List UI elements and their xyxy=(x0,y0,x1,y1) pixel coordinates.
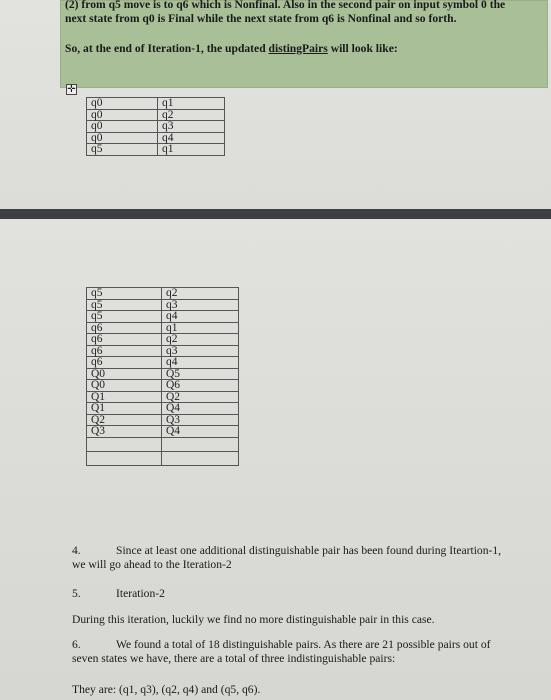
table-cell: q2 xyxy=(158,109,225,121)
disting-pairs-table-2 xyxy=(86,287,239,466)
table-cell: q5 xyxy=(87,288,162,300)
page-divider xyxy=(0,209,551,219)
table-cell: q0 xyxy=(87,109,158,121)
table-cell: q5 xyxy=(87,311,162,323)
table-cell-empty xyxy=(87,451,162,465)
table-cell: q1 xyxy=(162,322,239,334)
table-cell: q5 xyxy=(87,299,162,311)
table-row xyxy=(87,357,239,369)
passage-line-3: So, at the end of Iteration-1, the updated distingPairs will look like: xyxy=(65,42,398,55)
passage-line-2: next state from q0 is Final while the next state from q6 is Nonfinal and so forth. xyxy=(65,12,457,25)
table-cell: q1 xyxy=(158,144,225,156)
table-row xyxy=(87,132,225,144)
table-cell-empty xyxy=(162,451,239,465)
paragraph-6-line-2: seven states we have, there are a total of three indistinguishable pairs: xyxy=(72,652,396,665)
table-cell: q3 xyxy=(162,299,239,311)
table-cell: Q2 xyxy=(162,391,239,403)
move-handle-icon[interactable]: ✛ xyxy=(67,84,76,95)
table-cell: q0 xyxy=(87,132,158,144)
table-cell: q4 xyxy=(162,357,239,369)
table-row xyxy=(87,311,239,323)
passage-line-1: (2) from q5 move is to q6 which is Nonfinal. Also in the second pair on input symbol 0 the xyxy=(65,0,506,11)
table-cell: q2 xyxy=(162,334,239,346)
table-row xyxy=(87,426,239,438)
table-row-empty xyxy=(87,451,239,465)
table-row xyxy=(87,391,239,403)
table-cell: q0 xyxy=(87,121,158,133)
paragraph-6-line-1: 6. We found a total of 18 distinguishable pairs. As there are 21 possible pairs out of xyxy=(72,638,491,651)
highlighted-passage xyxy=(60,0,548,88)
table-row xyxy=(87,144,225,156)
table-cell: Q4 xyxy=(162,426,239,438)
table-cell: Q0 xyxy=(87,368,162,380)
table-cell: q4 xyxy=(162,311,239,323)
paragraph-4-line-2: we will go ahead to the Iteration-2 xyxy=(72,558,232,571)
table-cell: Q3 xyxy=(87,426,162,438)
table-cell: Q5 xyxy=(162,368,239,380)
table-cell: q6 xyxy=(87,322,162,334)
table-cell: Q4 xyxy=(162,403,239,415)
paragraph-4-line-1: 4. Since at least one additional distinguishable pair has been found during Iteartion-1, xyxy=(72,544,502,557)
table-cell: Q0 xyxy=(87,380,162,392)
table-row xyxy=(87,322,239,334)
table-cell: q5 xyxy=(87,144,158,156)
table-cell-empty xyxy=(162,437,239,451)
table-row xyxy=(87,414,239,426)
table-row xyxy=(87,380,239,392)
table-row xyxy=(87,345,239,357)
disting-pairs-table-1 xyxy=(86,97,225,156)
table-cell: q2 xyxy=(162,288,239,300)
table-cell: q3 xyxy=(162,345,239,357)
page-top xyxy=(0,0,551,210)
table-row xyxy=(87,288,239,300)
table-cell: Q2 xyxy=(87,414,162,426)
table-cell: Q1 xyxy=(87,403,162,415)
table-cell-empty xyxy=(87,437,162,451)
table-cell: q4 xyxy=(158,132,225,144)
indistinguishable-pairs-text: They are: (q1, q3), (q2, q4) and (q5, q6). xyxy=(72,683,261,696)
table-cell: q1 xyxy=(158,98,225,110)
paragraph-5: 5. Iteration-2 xyxy=(72,587,165,600)
table-cell: q6 xyxy=(87,345,162,357)
table-cell: q6 xyxy=(87,357,162,369)
table-cell: Q1 xyxy=(87,391,162,403)
table-row xyxy=(87,109,225,121)
table-row xyxy=(87,368,239,380)
table-cell: Q3 xyxy=(162,414,239,426)
table-cell: q6 xyxy=(87,334,162,346)
table-row xyxy=(87,334,239,346)
page-bottom xyxy=(0,219,551,700)
iteration-2-text: During this iteration, luckily we find no more distinguishable pair in this case. xyxy=(72,613,435,626)
table-cell: q3 xyxy=(158,121,225,133)
table-row-empty xyxy=(87,437,239,451)
table-cell: Q6 xyxy=(162,380,239,392)
table-row xyxy=(87,98,225,110)
disting-pairs-term: distingPairs xyxy=(268,42,328,55)
table-cell: q0 xyxy=(87,98,158,110)
table-row xyxy=(87,299,239,311)
table-row xyxy=(87,121,225,133)
table-row xyxy=(87,403,239,415)
